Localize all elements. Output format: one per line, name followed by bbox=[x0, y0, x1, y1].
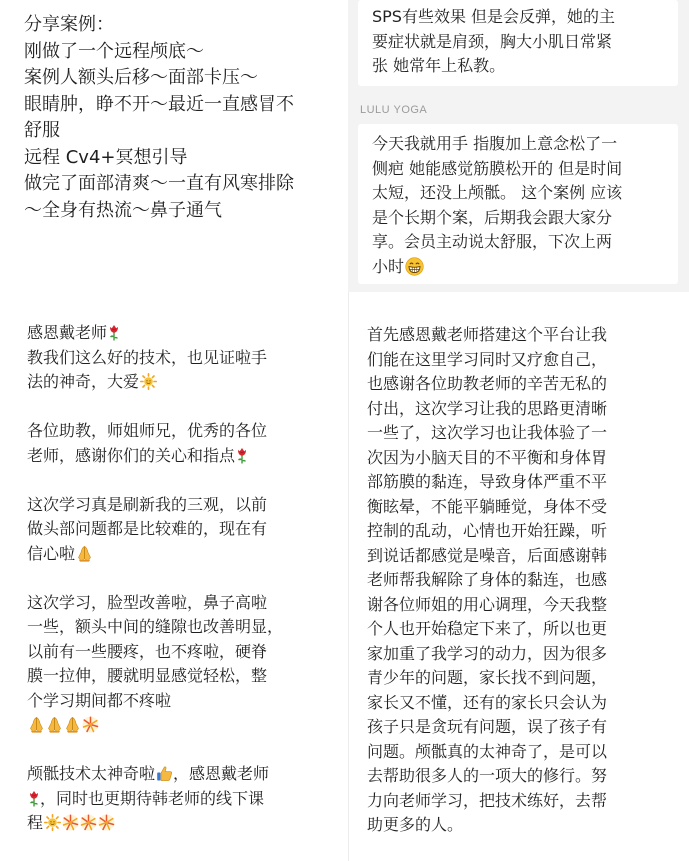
folded-hands-icon bbox=[76, 545, 93, 562]
text-line: 孩子只是贪玩有问题，误了孩子有 bbox=[367, 717, 608, 736]
text-line: 个学习期间都不疼啦 bbox=[27, 690, 172, 710]
text-line: 衡眩晕，不能平躺睡觉，身体不受 bbox=[367, 496, 608, 516]
text-line: 家加重了我学习的动力，因为很多 bbox=[367, 643, 608, 663]
text-line: 做头部问题都是比较难的，现在有 bbox=[27, 519, 268, 538]
chat-message-bubble[interactable] bbox=[358, 124, 678, 284]
paragraph-gap bbox=[27, 566, 348, 591]
text: 程 bbox=[27, 813, 44, 832]
message-line: 享。会员主动说太舒服，下次上两 bbox=[372, 232, 613, 251]
firework-icon bbox=[80, 814, 97, 831]
text-line: 眼睛肿，睁不开～最近一直感冒不 bbox=[24, 93, 294, 115]
firework-icon bbox=[62, 814, 79, 831]
rose-icon bbox=[236, 447, 248, 464]
paragraph-gap bbox=[27, 468, 348, 493]
paragraph-gap bbox=[27, 738, 348, 763]
sun-icon bbox=[44, 814, 61, 831]
rose-icon bbox=[28, 790, 40, 807]
message-line: 要症状就是肩颈，胸大小肌日常紧 bbox=[372, 31, 613, 51]
text-line: 一些，额头中间的缝隙也改善明显， bbox=[27, 617, 284, 636]
text-line: 这次学习真是刷新我的三观，以前 bbox=[27, 494, 268, 514]
thanks-message-panel bbox=[0, 292, 348, 861]
text-line bbox=[27, 321, 348, 346]
text-line: 做完了面部清爽～一直有风寒排除 bbox=[24, 173, 294, 194]
emoji-line bbox=[27, 713, 348, 738]
text-line: 这次学习，脸型改善啦，鼻子高啦 bbox=[27, 592, 268, 612]
folded-hands-icon bbox=[46, 716, 63, 733]
firework-icon bbox=[82, 716, 99, 733]
text-line bbox=[27, 811, 348, 836]
folded-hands-icon bbox=[28, 716, 45, 733]
text-line: 去帮助很多人的一项大的修行。努 bbox=[367, 766, 608, 785]
message-line: 是个长期个案，后期我会跟大家分 bbox=[372, 207, 613, 227]
text-line: 到说话都感觉是噪音，后面感谢韩 bbox=[367, 545, 608, 565]
text-line: 力向老师学习，把技术练好，去帮 bbox=[367, 790, 608, 810]
message-text: 小时 bbox=[372, 256, 405, 276]
text-line: 控制的乱动，心情也开始狂躁，听 bbox=[367, 521, 608, 540]
text-line: 膜一拉伸，腰就明显感觉轻松，整 bbox=[27, 666, 268, 685]
text-line: 个人也开始稳定下来了，所以也更 bbox=[367, 619, 608, 638]
text-line: 次因为小脑天目的不平衡和身体胃 bbox=[367, 447, 608, 467]
text-line: ～全身有热流～鼻子通气 bbox=[24, 199, 222, 221]
text-line: 远程 Cv4+冥想引导 bbox=[24, 146, 188, 168]
text: 信心啦 bbox=[27, 543, 76, 563]
message-line: 张 她常年上私教。 bbox=[372, 56, 506, 75]
chat-panel bbox=[348, 0, 689, 292]
text: ，同时也更期待韩老师的线下课 bbox=[40, 788, 265, 808]
paragraph-gap bbox=[27, 395, 348, 420]
text-line bbox=[27, 762, 348, 787]
text-line: 问题。颅骶真的太神奇了，是可以 bbox=[367, 741, 608, 761]
sender-name: LULU YOGA bbox=[360, 104, 428, 116]
text-line: 一些了，这次学习也让我体验了一 bbox=[367, 423, 608, 442]
message-line: 今天我就用手 指腹加上意念松了一 bbox=[372, 134, 618, 153]
text-line: 各位助教，师姐师兄，优秀的各位 bbox=[27, 421, 268, 440]
message-line: 太短，还没上颅骶。 这个案例 应该 bbox=[372, 183, 623, 202]
text-line: 们能在这里学习同时又疗愈自己， bbox=[367, 349, 608, 369]
grinning-face-icon bbox=[405, 257, 424, 276]
text: 老师，感谢你们的关心和指点 bbox=[27, 445, 236, 465]
text-line: 以前有一些腰疼，也不疼啦，硬脊 bbox=[27, 641, 268, 661]
text-line: 也感谢各位助教老师的辛苦无私的 bbox=[367, 374, 608, 393]
chat-message-bubble[interactable] bbox=[358, 0, 678, 86]
text-line: 部筋膜的黏连，导致身体严重不平 bbox=[367, 472, 608, 491]
text-line: 助更多的人。 bbox=[367, 815, 464, 834]
text: 法的神奇，大爱 bbox=[27, 372, 140, 391]
text-line: 舒服 bbox=[24, 120, 60, 141]
case-share-panel bbox=[0, 0, 348, 292]
sun-icon bbox=[140, 373, 157, 390]
text-line: 付出，这次学习让我的思路更清晰 bbox=[367, 398, 608, 418]
message-line: 侧疤 她能感觉筋膜松开的 但是时间 bbox=[372, 158, 623, 178]
text-line: 谢各位师姐的用心调理，今天我整 bbox=[367, 594, 608, 614]
text: ，感恩戴老师 bbox=[173, 764, 270, 783]
text-line bbox=[27, 542, 348, 567]
text-line: 家长又不懂，还有的家长只会认为 bbox=[367, 692, 608, 712]
message-line bbox=[372, 255, 678, 280]
testimonial-panel bbox=[348, 292, 689, 861]
text-line: 教我们这么好的技术，也见证啦手 bbox=[27, 347, 268, 367]
rose-icon bbox=[108, 324, 120, 341]
message-line: SPS有些效果 但是会反弹，她的主 bbox=[372, 7, 616, 26]
text-line bbox=[27, 444, 348, 469]
folded-hands-icon bbox=[64, 716, 81, 733]
text-line: 青少年的问题，家长找不到问题， bbox=[367, 668, 608, 687]
firework-icon bbox=[98, 814, 115, 831]
thumbs-up-icon bbox=[156, 765, 173, 782]
text: 感恩戴老师 bbox=[27, 323, 108, 342]
text-line: 老师帮我解除了身体的黏连，也感 bbox=[367, 570, 608, 589]
text-line bbox=[27, 370, 348, 395]
text-line: 首先感恩戴老师搭建这个平台让我 bbox=[367, 325, 608, 344]
text-line bbox=[27, 787, 348, 812]
case-title: 分享案例： bbox=[24, 14, 114, 35]
text-line: 刚做了一个远程颅底～ bbox=[24, 40, 204, 62]
text: 颅骶技术太神奇啦 bbox=[27, 764, 156, 783]
text-line: 案例人额头后移～面部卡压～ bbox=[24, 67, 258, 88]
